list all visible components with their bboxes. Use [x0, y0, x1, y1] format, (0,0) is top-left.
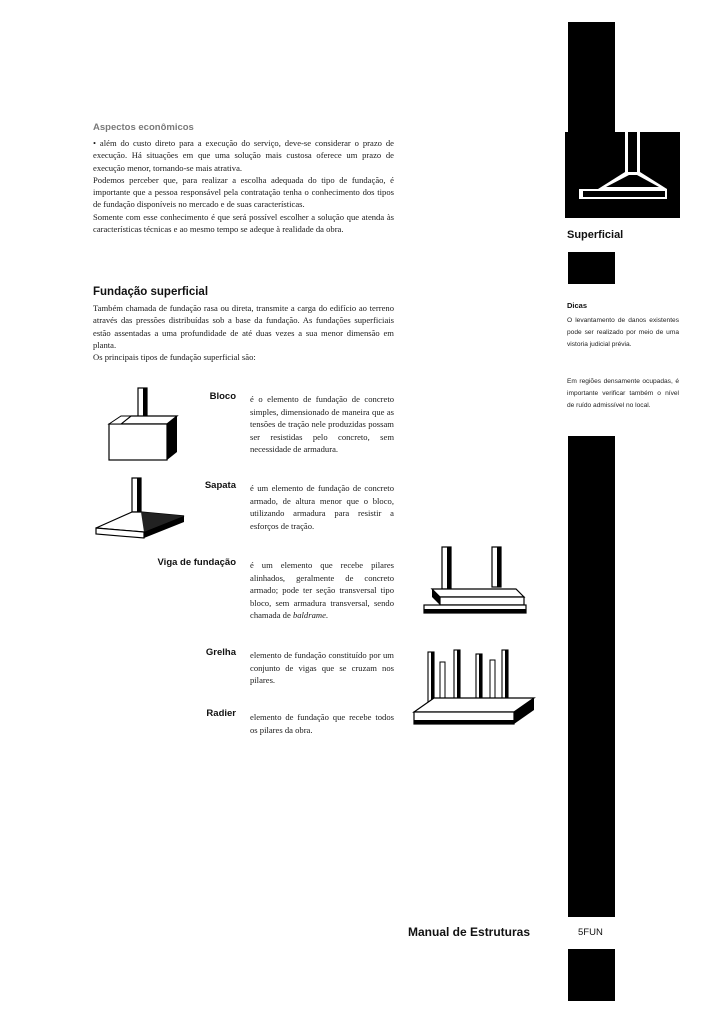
type-desc-grelha: elemento de fundação constituído por um conjunto de vigas que se cruzam nos pilares. — [250, 650, 394, 686]
sidebar-bar-small — [568, 252, 615, 284]
block-foundation-icon — [105, 386, 185, 466]
type-desc-radier: elemento de fundação que recebe todos os pilares da obra. — [250, 712, 394, 735]
type-desc-bloco: é o elemento de fundação de concreto simples, dimensionado de maneira que as tensões de tração nele produzidas possam ser resistidas pelo concreto, sem necessidade de armadura. — [250, 394, 394, 455]
footer-code: 5FUN — [578, 927, 603, 938]
type-desc-viga-italic: baldrame — [292, 610, 326, 621]
grid-foundation-icon — [410, 648, 538, 736]
economic-body — [93, 137, 394, 235]
foundation-beam-icon — [420, 545, 530, 617]
economic-heading: Aspectos econômicos — [93, 122, 194, 133]
sidebar-bar-top — [568, 22, 615, 132]
footing-pillar-icon — [565, 132, 680, 218]
superficial-paragraph-1: Também chamada de fundação rasa ou direta, transmite a carga do edifício ao terreno através das pressões distribuídas sob a base da fundação. As fundações superficiais estão assentadas a uma profundidade de até duas vezes a sua menor dimensão em planta. — [93, 303, 394, 350]
header-illustration-box — [565, 132, 680, 218]
type-desc-viga-end: . — [325, 610, 329, 621]
superficial-paragraph-2: Os principais tipos de fundação superficial são: — [93, 352, 256, 363]
type-label-grelha: Grelha — [205, 647, 236, 658]
footer-title: Manual de Estruturas — [408, 925, 531, 939]
type-label-sapata: Sapata — [204, 480, 236, 491]
type-label-bloco: Bloco — [209, 391, 236, 402]
economic-paragraph-3: Somente com esse conhecimento é que será possível escolher a solução que atenda às características técnicas e ao mesmo tempo se adeque à realidade da obra. — [93, 211, 394, 235]
economic-paragraph-1: • além do custo direto para a execução do serviço, deve-se considerar o prazo de execução. Há situações em que uma solução mais custosa oferece um prazo de execução menor, tornando-se mais atrativa. — [93, 138, 394, 173]
superficial-body — [93, 302, 394, 363]
type-desc-viga — [250, 559, 394, 622]
sidebar-bar-long — [568, 436, 615, 917]
sidebar-section-title: Superficial — [567, 229, 624, 241]
tips-text-1: O levantamento de danos existentes pode ser realizado por meio de uma vistoria judicial prévia. — [567, 317, 679, 348]
type-desc-viga-text: é um elemento que recebe pilares alinhados, geralmente de concreto armado; pode ter seção transversal tipo bloco, sem armadura transversal, sendo chamada de — [250, 560, 394, 621]
sidebar-bar-bottom — [568, 949, 615, 1001]
tips-heading: Dicas — [567, 301, 588, 310]
tips-text-2: Em regiões densamente ocupadas, é importante verificar também o nível de ruído admissível no local. — [567, 378, 679, 409]
economic-paragraph-2: Podemos perceber que, para realizar a escolha adequada do tipo de fundação, é importante que a pessoa responsável pela contratação tenha o conhecimento dos tipos de fundação disponíveis no mercado e de suas características. — [93, 174, 394, 210]
type-label-viga: Viga de fundação — [157, 557, 236, 568]
superficial-heading: Fundação superficial — [93, 286, 209, 298]
type-desc-sapata: é um elemento de fundação de concreto armado, de altura menor que o bloco, utilizando armadura para resistir a esforços de tração. — [250, 483, 394, 531]
type-label-radier: Radier — [206, 708, 236, 719]
